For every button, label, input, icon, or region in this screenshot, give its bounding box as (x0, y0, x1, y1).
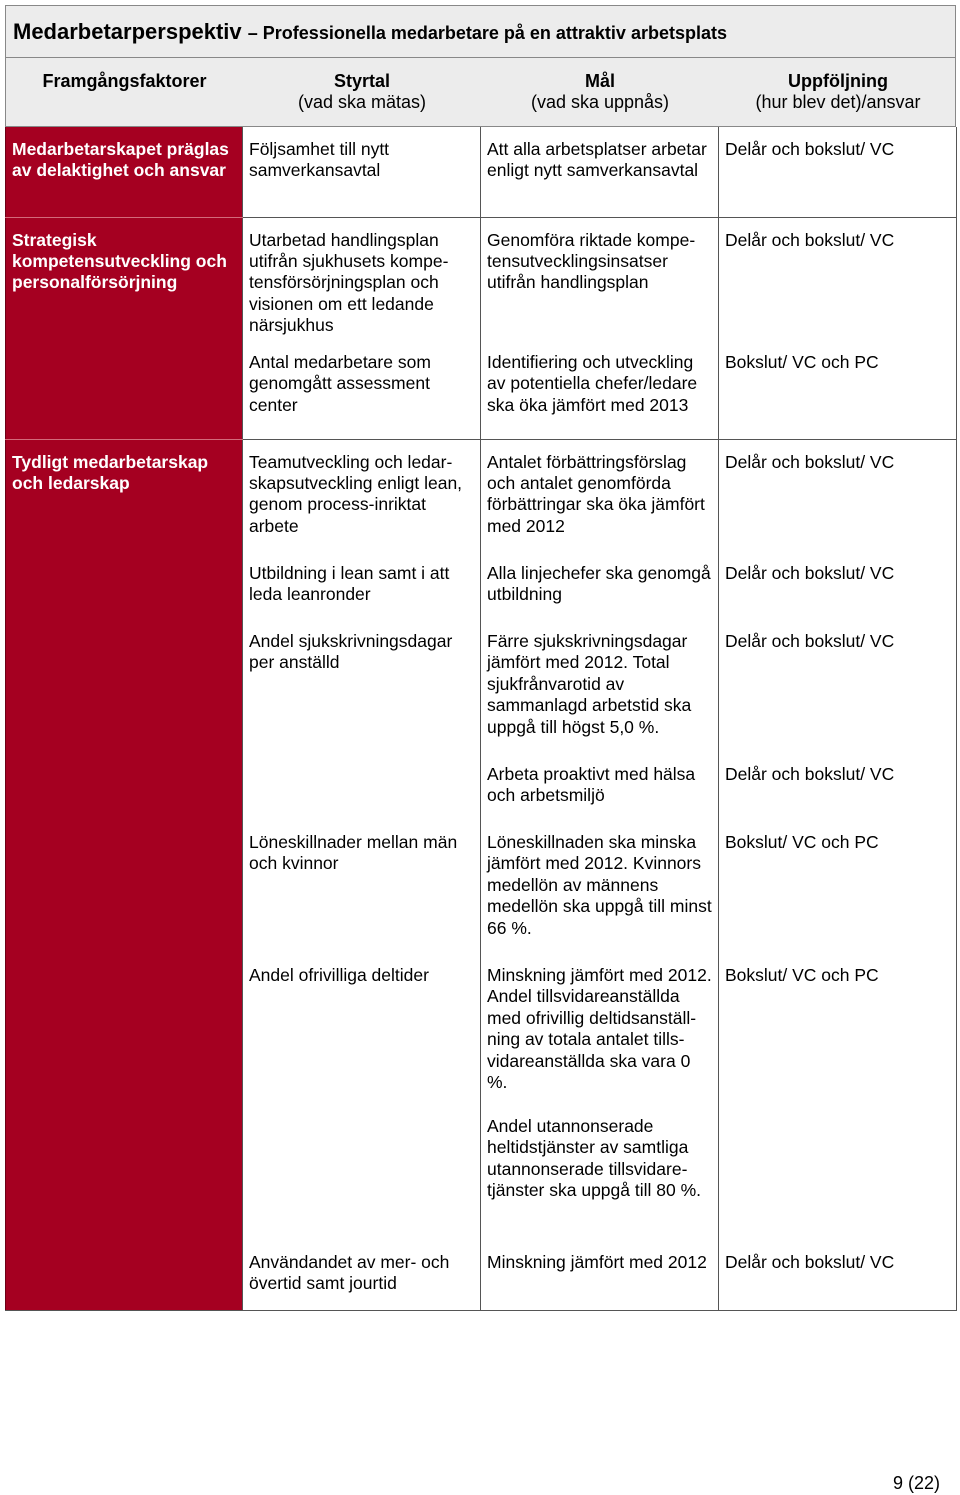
title-bar (5, 5, 956, 58)
measure-cell: Andel ofrivilliga deltider (243, 953, 481, 1115)
goal-cell: Andel utannonserade heltidstjänster av samtliga utannonserade tillsvidare-tjänster ska uppgå till 80 %. (481, 1115, 719, 1248)
document-page (5, 5, 956, 1311)
measure-cell: Utarbetad handlingsplan utifrån sjukhusets kompe-tensförsörjningsplan och visionen om ett ledande närsjukhus (243, 217, 481, 340)
header-framgangsfaktorer (6, 58, 243, 126)
followup-cell (719, 1115, 957, 1248)
factor-cell: Medarbetarskapet präglas av delaktighet och ansvar (6, 127, 243, 217)
followup-cell: Bokslut/ VC och PC (719, 340, 957, 439)
measure-cell: Löneskillnader mellan män och kvinnor (243, 820, 481, 953)
goal-cell: Minskning jämfört med 2012 (481, 1248, 719, 1310)
factor-cell: Tydligt medarbetarskap och ledarskap (6, 439, 243, 551)
goal-cell: Arbeta proaktivt med hälsa och arbetsmiljö (481, 752, 719, 820)
measure-cell: Teamutveckling och ledar-skapsutveckling enligt lean, genom process-inriktat arbete (243, 439, 481, 551)
title-subtitle: – Professionella medarbetare på en attraktiv arbetsplats (247, 23, 727, 43)
followup-cell: Bokslut/ VC och PC (719, 953, 957, 1115)
followup-cell: Delår och bokslut/ VC (719, 619, 957, 752)
table-row (6, 953, 957, 1115)
goal-cell: Minskning jämfört med 2012. Andel tillsvidareanställda med ofrivillig deltidsanställ-ning av totala antalet tills-vidareanställda ska vara 0 %. (481, 953, 719, 1115)
factor-cell (6, 551, 243, 619)
header-mal (481, 58, 719, 126)
title-main-text: Medarbetarperspektiv (13, 19, 242, 44)
factor-cell (6, 1115, 243, 1248)
header-label: Uppföljning (788, 71, 888, 91)
factor-cell (6, 953, 243, 1115)
goal-cell: Färre sjukskrivningsdagar jämfört med 2012. Total sjukfrånvarotid av sammanlagd arbetstid ska uppgå till högst 5,0 %. (481, 619, 719, 752)
goal-cell: Genomföra riktade kompe-tensutvecklingsinsatser utifrån handlingsplan (481, 217, 719, 340)
header-uppfoljning (719, 58, 957, 126)
table-header (5, 58, 956, 127)
followup-cell: Bokslut/ VC och PC (719, 820, 957, 953)
factor-cell (6, 752, 243, 820)
goal-cell: Antalet förbättringsförslag och antalet genomförda förbättringar ska öka jämfört med 2012 (481, 439, 719, 551)
header-label: Framgångsfaktorer (42, 71, 207, 91)
followup-cell: Delår och bokslut/ VC (719, 1248, 957, 1310)
goal-cell: Att alla arbetsplatser arbetar enligt nytt samverkansavtal (481, 127, 719, 217)
table-row (6, 439, 957, 551)
table-row (6, 619, 957, 752)
table-row (6, 1115, 957, 1248)
factor-cell: Strategisk kompetensutveckling och personalförsörjning (6, 217, 243, 340)
page-number: 9 (22) (893, 1473, 941, 1493)
page-title (13, 19, 727, 45)
goal-cell: Löneskillnaden ska minska jämfört med 2012. Kvinnors medellön av männens medellön ska uppgå till minst 66 %. (481, 820, 719, 953)
header-sublabel: (vad ska mätas) (297, 92, 427, 112)
perspective-table (5, 127, 957, 1311)
table-row (6, 340, 957, 439)
measure-cell: Användandet av mer- och övertid samt jourtid (243, 1248, 481, 1310)
table-row (6, 1248, 957, 1310)
goal-cell: Identifiering och utveckling av potentiella chefer/ledare ska öka jämfört med 2013 (481, 340, 719, 439)
table-row (6, 820, 957, 953)
header-label: Mål (584, 71, 615, 91)
followup-cell: Delår och bokslut/ VC (719, 217, 957, 340)
goal-cell: Alla linjechefer ska genomgå utbildning (481, 551, 719, 619)
measure-cell: Utbildning i lean samt i att leda leanronder (243, 551, 481, 619)
factor-cell (6, 820, 243, 953)
table-row (6, 752, 957, 820)
measure-cell (243, 752, 481, 820)
header-sublabel: (hur blev det)/ansvar (755, 92, 921, 112)
header-styrtal (243, 58, 481, 126)
measure-cell: Antal medarbetare som genomgått assessment center (243, 340, 481, 439)
table-row (6, 127, 957, 217)
measure-cell (243, 1115, 481, 1248)
header-label: Styrtal (333, 71, 391, 91)
header-sublabel: (vad ska uppnås) (530, 92, 670, 112)
followup-cell: Delår och bokslut/ VC (719, 551, 957, 619)
factor-cell (6, 1248, 243, 1310)
factor-cell (6, 340, 243, 439)
followup-cell: Delår och bokslut/ VC (719, 752, 957, 820)
followup-cell: Delår och bokslut/ VC (719, 439, 957, 551)
followup-cell: Delår och bokslut/ VC (719, 127, 957, 217)
table-row (6, 551, 957, 619)
measure-cell: Följsamhet till nytt samverkansavtal (243, 127, 481, 217)
table-row (6, 217, 957, 340)
factor-cell (6, 619, 243, 752)
measure-cell: Andel sjukskrivningsdagar per anställd (243, 619, 481, 752)
